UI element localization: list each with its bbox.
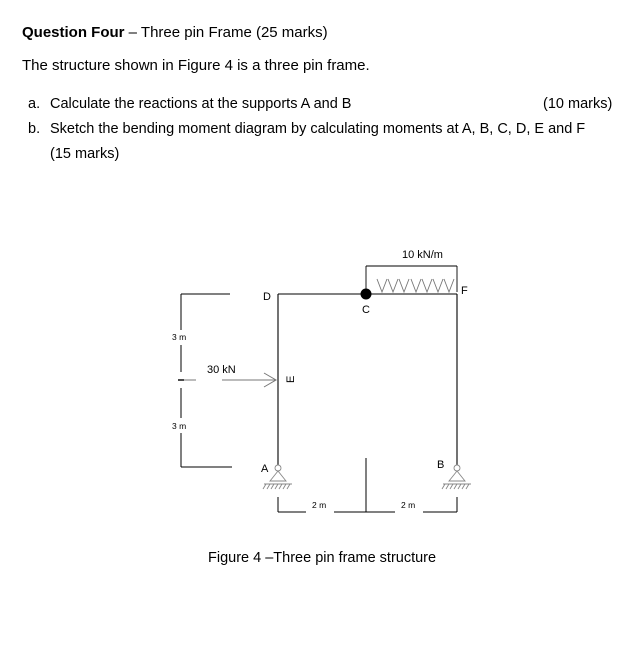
label-c: C <box>362 304 370 316</box>
item-a-number: a. <box>28 96 41 112</box>
item-b-marks: (15 marks) <box>50 146 120 162</box>
item-b-number: b. <box>28 121 41 137</box>
question-heading: Question Four <box>22 24 125 41</box>
question-subtitle: Three pin Frame (25 marks) <box>140 24 328 41</box>
support-b <box>442 465 471 489</box>
udl-label: 10 kN/m <box>402 249 443 261</box>
label-d: D <box>263 291 271 303</box>
figure-caption: Figure 4 –Three pin frame structure <box>208 550 437 566</box>
point-load-label: 30 kN <box>207 364 236 376</box>
label-b: B <box>437 459 445 471</box>
dim-horizontal-left: 2 m <box>312 500 327 510</box>
dim-vertical-bottom: 3 m <box>172 421 187 431</box>
label-f: F <box>461 285 468 297</box>
horizontal-dimension <box>278 458 457 512</box>
dim-vertical-top: 3 m <box>172 332 187 342</box>
label-e: E <box>285 375 297 383</box>
frame-members <box>278 294 457 465</box>
item-a-text: Calculate the reactions at the supports A and B <box>50 96 352 112</box>
intro-text: The structure shown in Figure 4 is a three pin frame. <box>22 57 370 74</box>
label-a: A <box>261 463 269 475</box>
dim-horizontal-right: 2 m <box>401 500 416 510</box>
item-a-marks: (10 marks) <box>543 96 613 112</box>
udl-load <box>366 266 457 292</box>
title-dash: – <box>124 24 141 41</box>
pin-c <box>361 289 372 300</box>
item-b-text: Sketch the bending moment diagram by calculating moments at A, B, C, D, E and F <box>50 121 586 137</box>
